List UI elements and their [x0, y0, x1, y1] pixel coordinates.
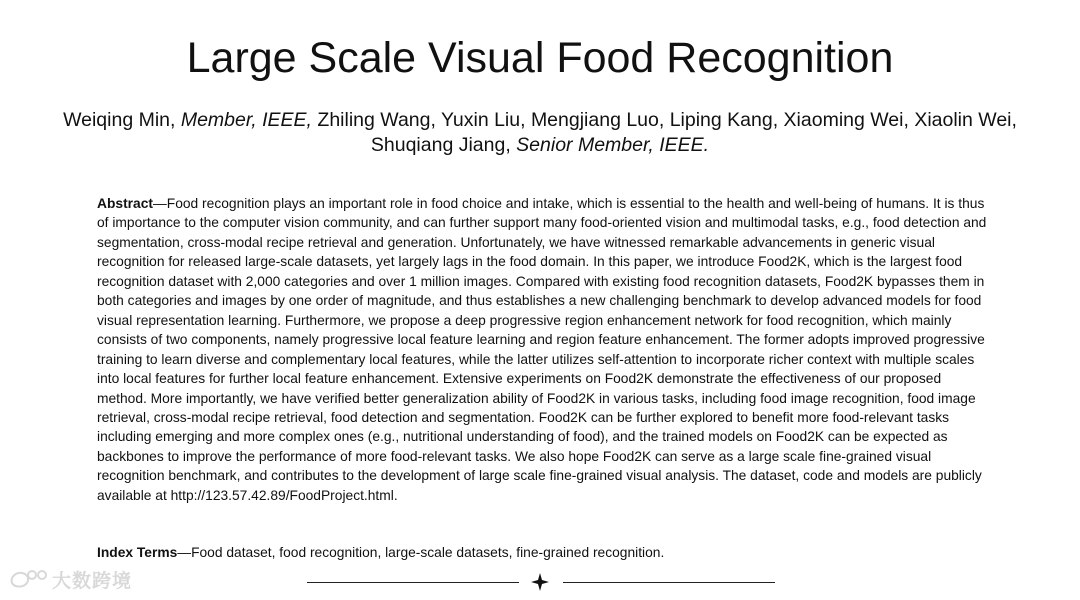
abstract: [97, 194, 987, 505]
watermark: [8, 566, 148, 592]
watermark-text: 大数跨境: [52, 569, 133, 592]
abstract-text: —Food recognition plays an important role in food choice and intake, which is essential to the health and well-being of humans. It is thus of importance to the computer vision community, and can further support many food-oriented vision and multimodal tasks, e.g., food detection and segmentation, cross-modal recipe retrieval and generation. Unfortunately, we have witnessed remarkable advancements in generic visual recognition for released large-scale datasets, yet largely lags in the food domain. In this paper, we introduce Food2K, which is the largest food recognition dataset with 2,000 categories and over 1 million images. Compared with existing food recognition datasets, Food2K bypasses them in both categories and images by one order of magnitude, and thus establishes a new challenging benchmark to develop advanced models for food visual representation learning. Furthermore, we propose a deep progressive region enhancement network for food recognition, which mainly consists of two components, namely progressive local feature learning and region feature enhancement. The former adopts improved progressive training to learn diverse and complementary local features, while the latter utilizes self-attention to incorporate richer context with multiple scales into local features for further local feature enhancement. Extensive experiments on Food2K demonstrate the effectiveness of our proposed method. More importantly, we have verified better generalization ability of Food2K in various tasks, including food image recognition, food image retrieval, cross-modal recipe retrieval, food detection and segmentation. Food2K can be further explored to benefit more food-relevant tasks including emerging and more complex ones (e.g., nutritional understanding of food), and the trained models on Food2K can be expected as backbones to improve the performance of more food-relevant tasks. We also hope Food2K can serve as a large scale fine-grained visual recognition benchmark, and contributes to the development of large scale fine-grained visual analysis. The dataset, code and models are publicly available at http://123.57.42.89/FoodProject.html.: [97, 196, 987, 503]
divider-line-right: [563, 582, 775, 583]
four-point-star-icon: [530, 572, 550, 592]
index-terms-label: Index Terms: [97, 545, 178, 560]
abstract-label: Abstract: [97, 196, 153, 211]
index-terms: [97, 543, 987, 562]
divider-line-left: [307, 582, 519, 583]
author-role-1: Member, IEEE,: [180, 109, 312, 131]
index-terms-text: —Food dataset, food recognition, large-scale datasets, fine-grained recognition.: [177, 545, 665, 560]
authors-text-1: Weiqing Min,: [63, 109, 181, 131]
authors-text-2: Zhiling Wang, Yuxin Liu, Mengjiang Luo, Liping Kang, Xiaoming Wei, Xiaolin Wei, Shuqiang Jiang,: [311, 109, 1017, 156]
author-list: [40, 108, 1040, 158]
author-role-2: Senior Member, IEEE.: [516, 134, 710, 156]
weibo-like-logo-icon: [8, 567, 48, 591]
paper-title: Large Scale Visual Food Recognition: [186, 34, 894, 82]
